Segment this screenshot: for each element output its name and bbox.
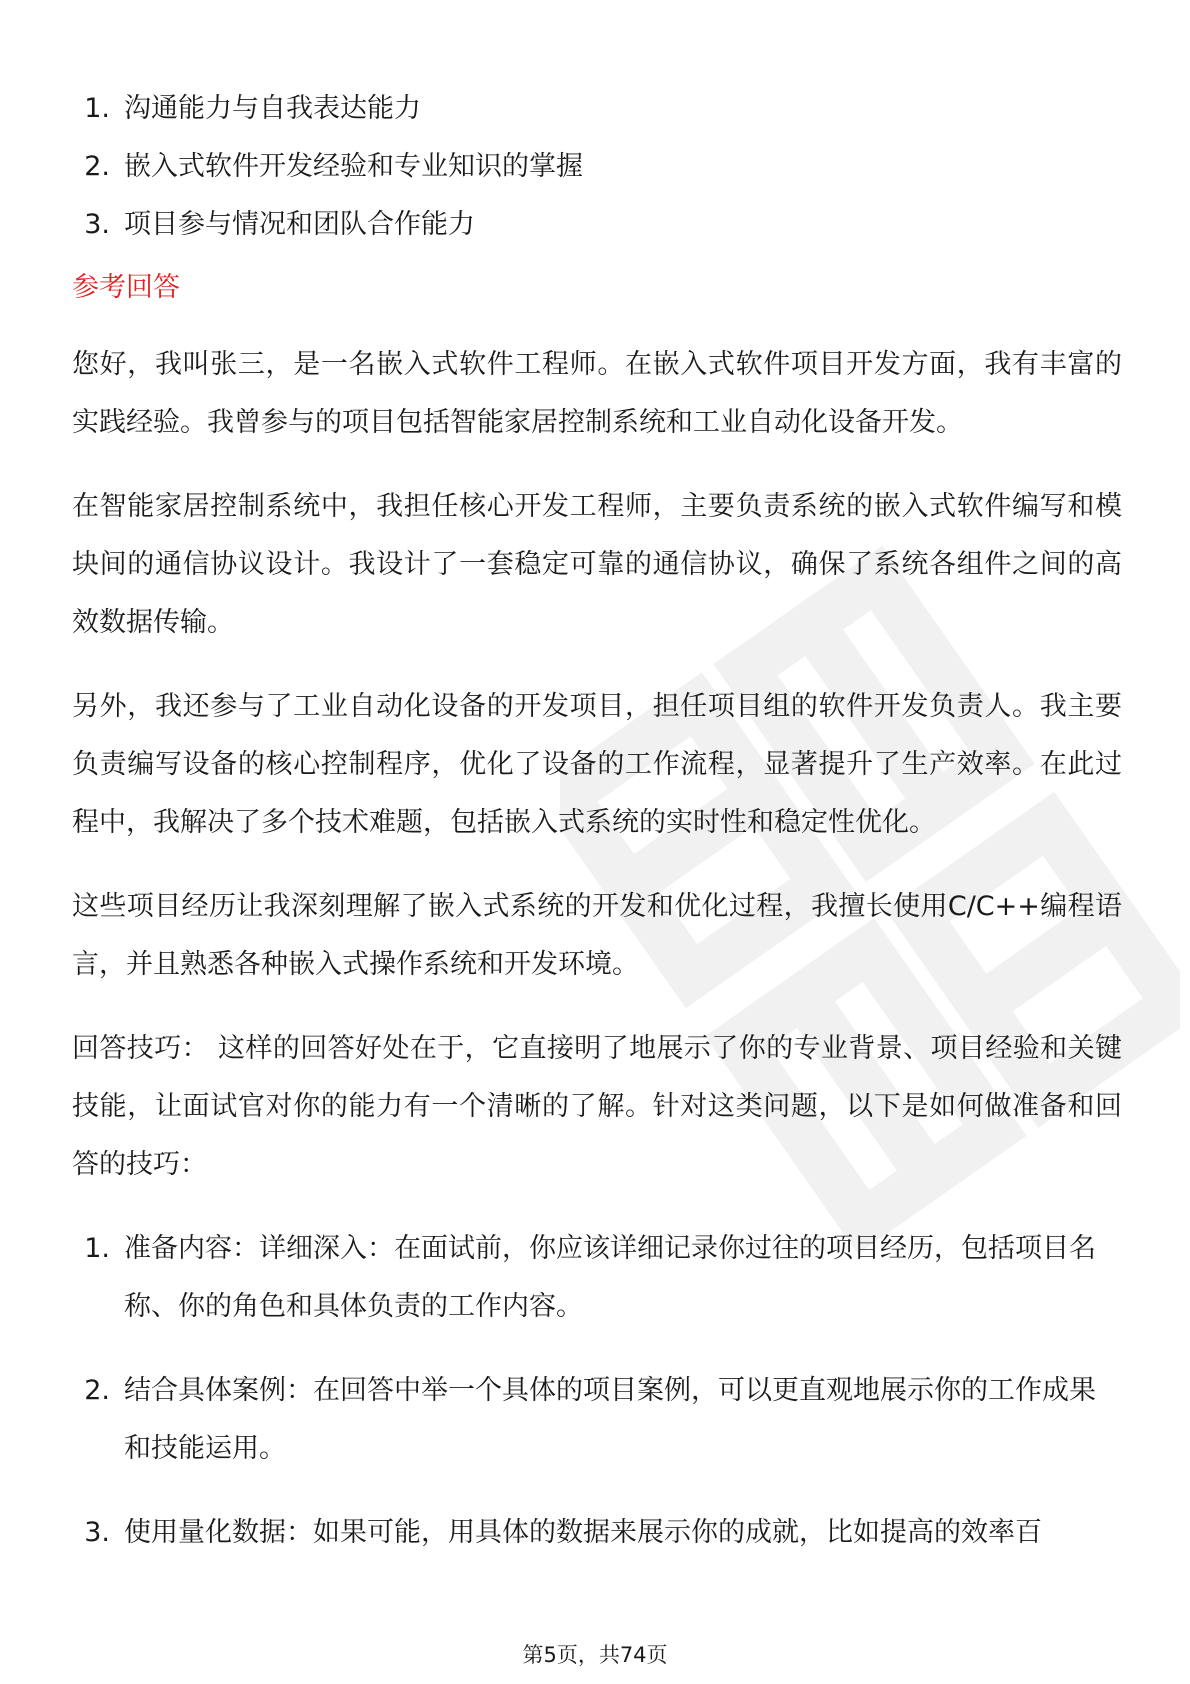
list-item	[72, 1504, 1122, 1562]
answer-paragraph: 这些项目经历让我深刻理解了嵌入式系统的开发和优化过程，我擅长使用C/C++编程语言，并且熟悉各种嵌入式操作系统和开发环境。	[72, 891, 1122, 980]
list-item	[72, 80, 1122, 138]
list-item	[72, 196, 1122, 254]
section-heading: 参考回答	[72, 272, 180, 303]
list-text: 使用量化数据：如果可能，用具体的数据来展示你的成就，比如提高的效率百	[124, 1517, 1042, 1548]
tips-list	[72, 1220, 1122, 1562]
list-text: 项目参与情况和团队合作能力	[124, 209, 475, 240]
list-text: 准备内容：详细深入：在面试前，你应该详细记录你过往的项目经历，包括项目名称、你的角色和具体负责的工作内容。	[124, 1233, 1096, 1322]
list-text: 结合具体案例：在回答中举一个具体的项目案例，可以更直观地展示你的工作成果和技能运用。	[124, 1375, 1096, 1464]
assessment-points-list	[72, 80, 1122, 254]
list-item	[72, 138, 1122, 196]
tips-intro-paragraph: 回答技巧： 这样的回答好处在于，它直接明了地展示了你的专业背景、项目经验和关键技能，让面试官对你的能力有一个清晰的了解。针对这类问题，以下是如何做准备和回答的技巧：	[72, 1033, 1122, 1180]
answer-paragraph: 您好，我叫张三，是一名嵌入式软件工程师。在嵌入式软件项目开发方面，我有丰富的实践经验。我曾参与的项目包括智能家居控制系统和工业自动化设备开发。	[72, 349, 1122, 438]
list-number: 2.	[84, 1375, 110, 1406]
list-number: 3.	[84, 209, 110, 240]
list-number: 1.	[84, 1233, 110, 1264]
answer-paragraph: 另外，我还参与了工业自动化设备的开发项目，担任项目组的软件开发负责人。我主要负责编写设备的核心控制程序，优化了设备的工作流程，显著提升了生产效率。在此过程中，我解决了多个技术难题，包括嵌入式系统的实时性和稳定性优化。	[72, 691, 1122, 838]
page-content	[72, 80, 1122, 1588]
page-footer: 第5页，共74页	[522, 1643, 668, 1667]
list-number: 2.	[84, 151, 110, 182]
list-text: 嵌入式软件开发经验和专业知识的掌握	[124, 151, 583, 182]
list-number: 1.	[84, 93, 110, 124]
list-text: 沟通能力与自我表达能力	[124, 93, 421, 124]
list-number: 3.	[84, 1517, 110, 1548]
list-item	[72, 1362, 1122, 1478]
list-item	[72, 1220, 1122, 1336]
answer-paragraph: 在智能家居控制系统中，我担任核心开发工程师，主要负责系统的嵌入式软件编写和模块间的通信协议设计。我设计了一套稳定可靠的通信协议，确保了系统各组件之间的高效数据传输。	[72, 491, 1122, 638]
